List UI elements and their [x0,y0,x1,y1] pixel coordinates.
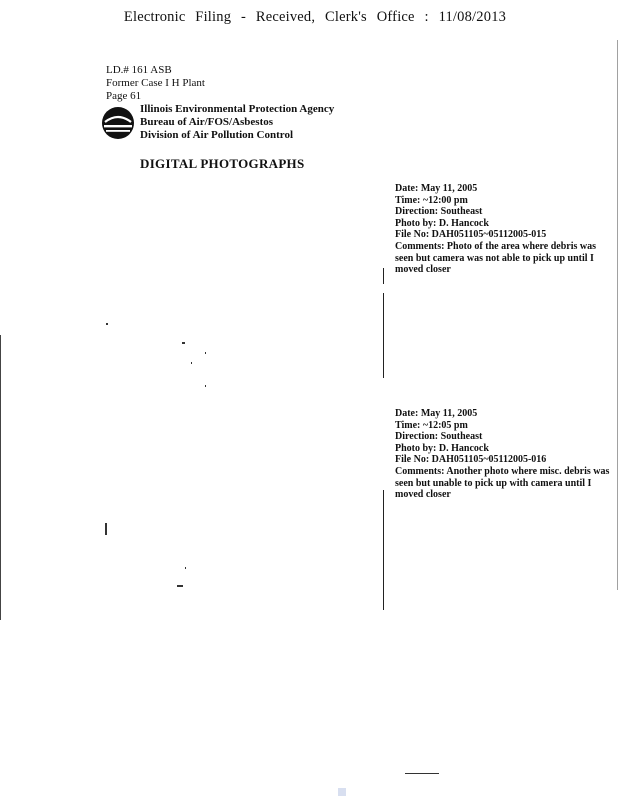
agency-name: Illinois Environmental Protection Agency [140,103,335,115]
photo-frame-edge [383,490,384,610]
filing-stamp: Electronic Filing - Received, Clerk's Office : 11/08/2013 [123,9,507,25]
photo-frame-edge [383,293,384,378]
bureau-name: Bureau of Air/FOS/Asbestos [140,116,274,128]
site-name: Former Case I H Plant [106,77,205,89]
section-title: DIGITAL PHOTOGRAPHS [140,156,305,171]
photo-speck [106,323,108,325]
scan-edge-right [617,40,618,590]
photo-comments: Comments: Photo of the area where debris was seen but camera was not able to pick up until I moved closer [395,240,596,276]
footer-rule [405,773,439,774]
photo-speck [177,585,183,587]
photo-speck [182,342,185,344]
photo-info-2 [395,408,610,501]
photo-speck [205,385,206,387]
photo-comments: Comments: Another photo where misc. debris was seen but unable to pick up with camera until I moved closer [395,465,610,501]
photo-info-1 [395,183,610,276]
page-number: Page 61 [106,90,142,102]
photo-by: Photo by: D. Hancock [395,217,489,229]
photo-direction: Direction: Southeast [395,431,483,443]
document-id: LD.# 161 ASB [106,64,172,76]
photo-speck [185,567,186,569]
photo-time: Time: ~12:05 pm [395,419,468,431]
photo-date: Date: May 11, 2005 [395,408,478,419]
photo-frame-edge [383,268,384,284]
scan-edge-left [0,335,1,620]
photo-speck [191,362,192,364]
scan-mark [338,788,346,796]
photo-file-no: File No: DAH051105~05112005-016 [395,454,547,466]
division-name: Division of Air Pollution Control [140,129,294,141]
iepa-logo-icon [101,106,135,140]
photo-direction: Direction: Southeast [395,206,483,218]
photo-speck [105,523,107,535]
photo-date: Date: May 11, 2005 [395,183,478,194]
photo-by: Photo by: D. Hancock [395,442,489,454]
photo-time: Time: ~12:00 pm [395,194,468,206]
photo-file-no: File No: DAH051105~05112005-015 [395,229,547,241]
photo-speck [205,352,206,354]
